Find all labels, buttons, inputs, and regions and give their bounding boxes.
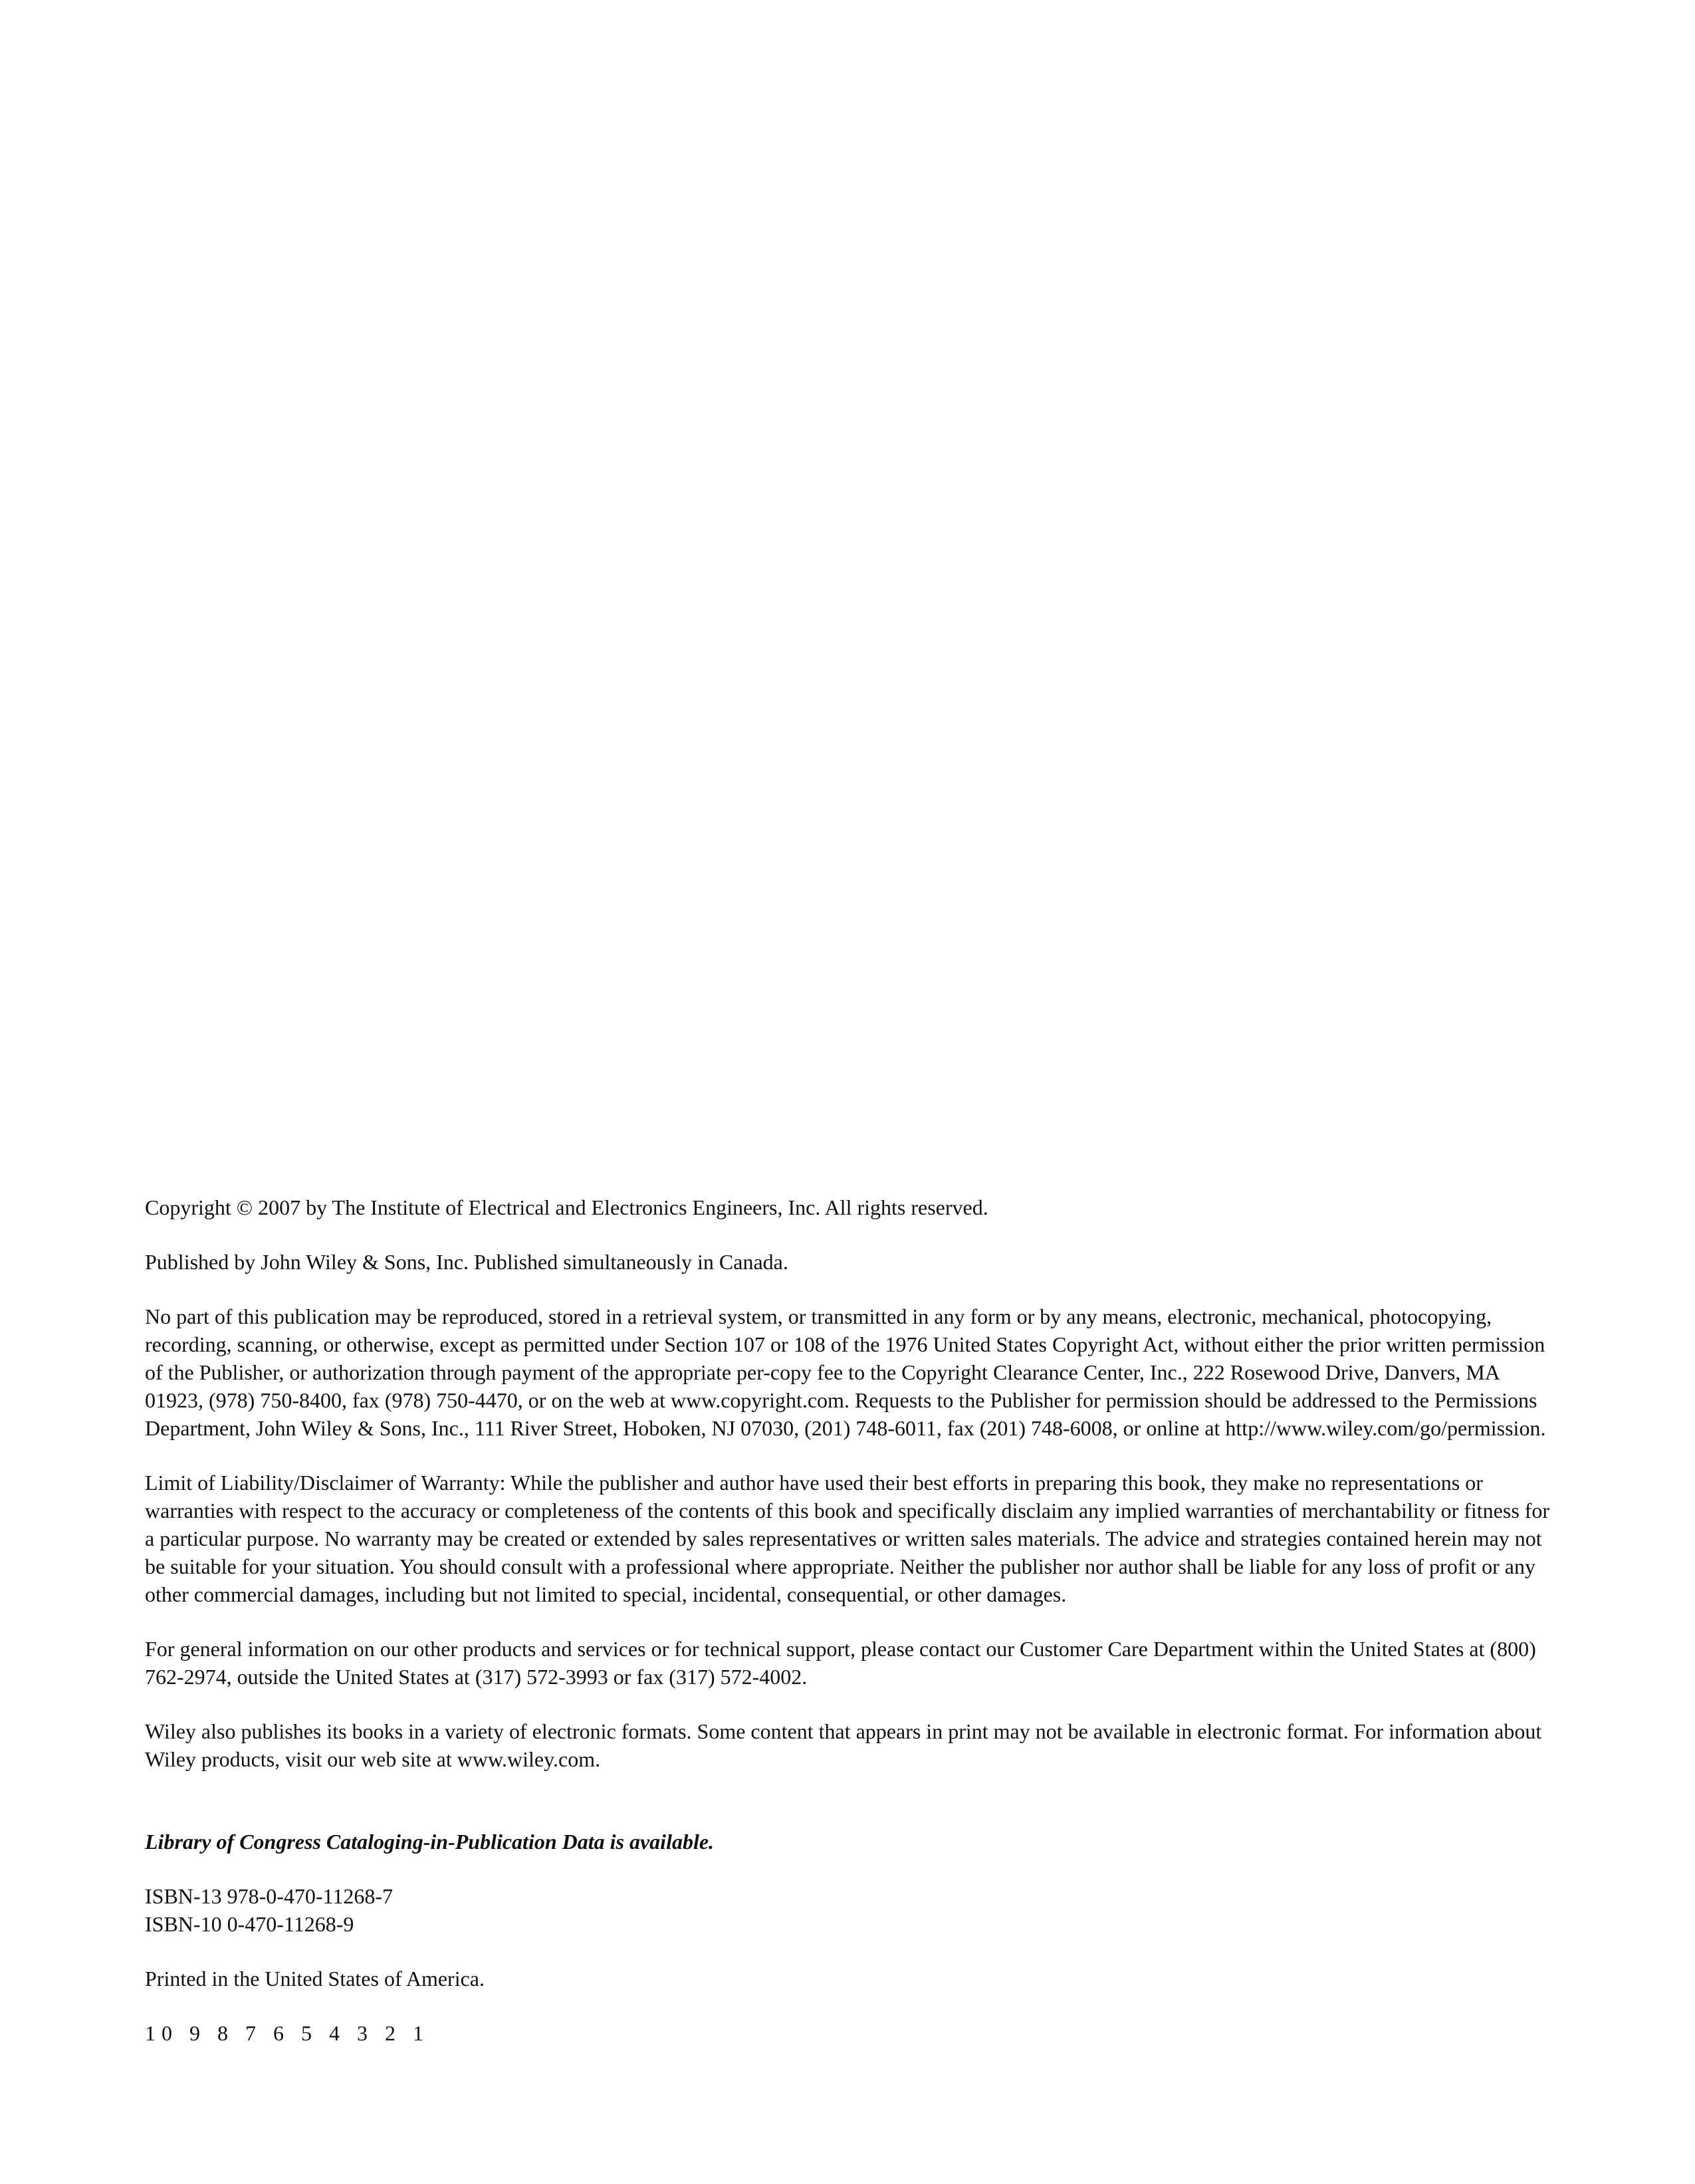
cip-data-heading: Library of Congress Cataloging-in-Publication Data is available.	[145, 1830, 715, 1854]
printer-key-line: 10 9 8 7 6 5 4 3 2 1	[145, 2021, 429, 2045]
copyright-page	[145, 1193, 1554, 2047]
copyright-notice: Copyright © 2007 by The Institute of Electrical and Electronics Engineers, Inc. All rights reserved.	[145, 1195, 988, 1219]
electronic-formats-paragraph: Wiley also publishes its books in a variety of electronic formats. Some content that appears in print may not be available in electronic format. For information about Wiley products, visit our web site at www.wiley.com.	[145, 1719, 1542, 1771]
isbn-13: ISBN-13 978-0-470-11268-7	[145, 1884, 393, 1908]
support-paragraph: For general information on our other products and services or for technical support, please contact our Customer Care Department within the United States at (800) 762-2974, outside the United States at (317) 572-3993 or fax (317) 572-4002.	[145, 1637, 1536, 1689]
isbn-10: ISBN-10 0-470-11268-9	[145, 1912, 354, 1936]
publisher-statement: Published by John Wiley & Sons, Inc. Published simultaneously in Canada.	[145, 1250, 788, 1274]
permissions-paragraph: No part of this publication may be reproduced, stored in a retrieval system, or transmitted in any form or by any means, electronic, mechanical, photocopying, recording, scanning, or otherwise, except as permitted under Section 107 or 108 of the 1976 United States Copyright Act, without either the prior written permission of the Publisher, or authorization through payment of the appropriate per-copy fee to the Copyright Clearance Center, Inc., 222 Rosewood Drive, Danvers, MA 01923, (978) 750-8400, fax (978) 750-4470, or on the web at www.copyright.com. Requests to the Publisher for permission should be addressed to the Permissions Department, John Wiley & Sons, Inc., 111 River Street, Hoboken, NJ 07030, (201) 748-6011, fax (201) 748-6008, or online at http://www.wiley.com/go/permission.	[145, 1304, 1546, 1440]
isbn-block	[145, 1882, 1554, 1938]
disclaimer-paragraph: Limit of Liability/Disclaimer of Warranty: While the publisher and author have used their best efforts in preparing this book, they make no representations or warranties with respect to the accuracy or completeness of the contents of this book and specifically disclaim any implied warranties of merchantability or fitness for a particular purpose. No warranty may be created or extended by sales representatives or written sales materials. The advice and strategies contained herein may not be suitable for your situation. You should consult with a professional where appropriate. Neither the publisher nor author shall be liable for any loss of profit or any other commercial damages, including but not limited to special, incidental, consequential, or other damages.	[145, 1471, 1550, 1606]
printed-in-statement: Printed in the United States of America.	[145, 1967, 485, 1991]
